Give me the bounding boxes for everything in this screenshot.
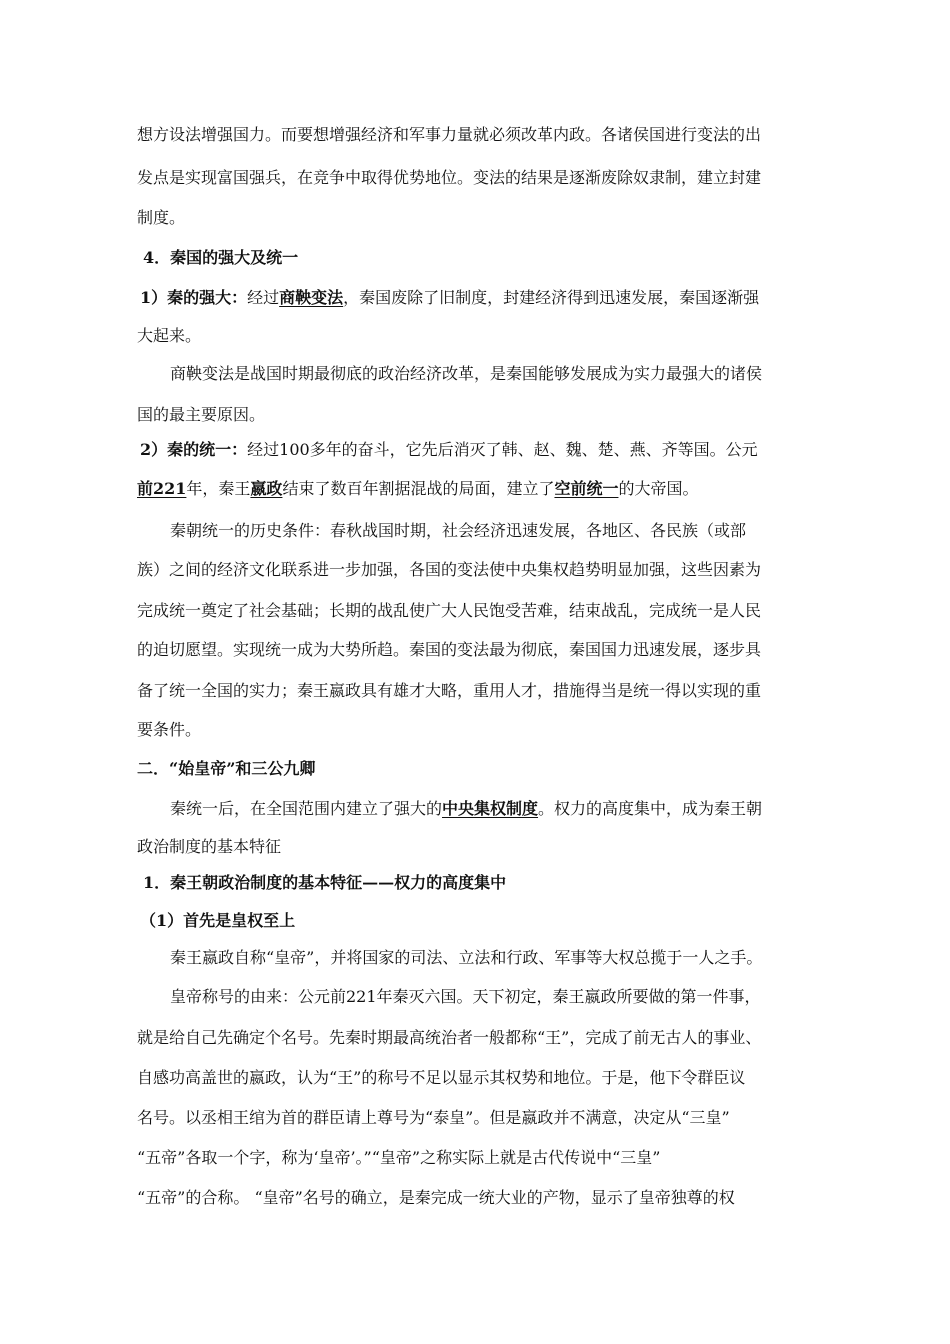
heading-text: 二．“始皇帝”和三公九卿 bbox=[137, 759, 316, 778]
text: 的迫切愿望。实现统一成为大势所趋。秦国的变法最为彻底，秦国国力迅速发展，逐步具 bbox=[137, 640, 762, 659]
text: 结束了数百年割据混战的局面，建立了 bbox=[282, 479, 555, 498]
key-term: 商鞅变法 bbox=[279, 288, 344, 307]
paragraph-line bbox=[137, 402, 817, 428]
text: 备了统一全国的实力；秦王嬴政具有雄才大略，重用人才，措施得当是统一得以实现的重 bbox=[137, 681, 762, 700]
paragraph-line bbox=[137, 557, 817, 583]
text: 的大帝国。 bbox=[618, 479, 699, 498]
text: 名号。以丞相王绾为首的群臣请上尊号为“泰皇”。但是嬴政并不满意，决定从“三皇” bbox=[137, 1108, 730, 1127]
text: 皇帝称号的由来：公元前221年秦灭六国。天下初定，秦王嬴政所要做的第一件事， bbox=[170, 987, 761, 1006]
text: 想方设法增强国力。而要想增强经济和军事力量就必须改革内政。各诸侯国进行变法的出 bbox=[137, 125, 762, 144]
text: 。权力的高度集中，成为秦王朝 bbox=[538, 799, 763, 818]
text: 商鞅变法是战国时期最彻底的政治经济改革，是秦国能够发展成为实力最强大的诸侯 bbox=[170, 364, 763, 383]
paragraph-line bbox=[137, 598, 817, 624]
heading-text: （1）首先是皇权至上 bbox=[140, 911, 296, 930]
paragraph-line bbox=[137, 637, 817, 663]
paragraph-line bbox=[170, 984, 850, 1010]
key-term: 中央集权制度 bbox=[442, 799, 539, 818]
paragraph-line bbox=[137, 1185, 817, 1211]
paragraph-line bbox=[170, 945, 850, 971]
text: “五帝”各取一个字，称为‘皇帝’。”“皇帝”之称实际上就是古代传说中“三皇” bbox=[137, 1148, 661, 1167]
key-term: 嬴政 bbox=[250, 479, 283, 498]
section-heading bbox=[143, 870, 823, 896]
text: “五帝”的合称。 “皇帝”名号的确立，是秦完成一统大业的产物，显示了皇帝独尊的权 bbox=[137, 1188, 735, 1207]
text: 经过 bbox=[247, 288, 280, 307]
paragraph-line bbox=[170, 518, 850, 544]
subheading-text: 1）秦的强大： bbox=[140, 288, 248, 307]
paragraph-line bbox=[170, 796, 850, 822]
paragraph-line bbox=[137, 122, 817, 148]
section-heading bbox=[143, 245, 823, 271]
text: 政治制度的基本特征 bbox=[137, 837, 282, 856]
paragraph-line bbox=[137, 1105, 817, 1131]
paragraph-line bbox=[137, 1025, 817, 1051]
key-term: 空前统一 bbox=[554, 479, 619, 498]
text: 秦朝统一的历史条件：春秋战国时期，社会经济迅速发展，各地区、各民族（或部 bbox=[170, 521, 747, 540]
heading-text: 1．秦王朝政治制度的基本特征——权力的高度集中 bbox=[143, 873, 507, 892]
paragraph-line bbox=[137, 1145, 817, 1171]
paragraph-line bbox=[140, 437, 820, 463]
paragraph-line bbox=[140, 285, 820, 311]
paragraph-line bbox=[137, 323, 817, 349]
paragraph-line bbox=[137, 678, 817, 704]
section-heading bbox=[137, 756, 817, 782]
text: 年，秦王 bbox=[186, 479, 251, 498]
paragraph-line bbox=[137, 717, 817, 743]
text: 自感功高盖世的嬴政，认为“王”的称号不足以显示其权势和地位。于是，他下令群臣议 bbox=[137, 1068, 746, 1087]
text: 大起来。 bbox=[137, 326, 202, 345]
paragraph-line bbox=[137, 205, 817, 231]
paragraph-line bbox=[137, 476, 817, 502]
text: 秦统一后，在全国范围内建立了强大的 bbox=[170, 799, 443, 818]
heading-text: 4．秦国的强大及统一 bbox=[143, 248, 299, 267]
paragraph-line bbox=[170, 361, 850, 387]
text: 制度。 bbox=[137, 208, 186, 227]
section-heading bbox=[140, 908, 820, 934]
paragraph-line bbox=[137, 1065, 817, 1091]
paragraph-line bbox=[137, 165, 817, 191]
text: 国的最主要原因。 bbox=[137, 405, 266, 424]
text: ，秦国废除了旧制度，封建经济得到迅速发展，秦国逐渐强 bbox=[343, 288, 760, 307]
text: 要条件。 bbox=[137, 720, 202, 739]
text: 经过100多年的奋斗，它先后消灭了韩、赵、魏、楚、燕、齐等国。公元 bbox=[247, 440, 758, 459]
paragraph-line bbox=[137, 834, 817, 860]
text: 秦王嬴政自称“皇帝”，并将国家的司法、立法和行政、军事等大权总揽于一人之手。 bbox=[170, 948, 763, 967]
text: 族）之间的经济文化联系进一步加强，各国的变法使中央集权趋势明显加强，这些因素为 bbox=[137, 560, 762, 579]
text: 就是给自己先确定个名号。先秦时期最高统治者一般都称“王”，完成了前无古人的事业、 bbox=[137, 1028, 762, 1047]
subheading-text: 2）秦的统一： bbox=[140, 440, 248, 459]
text: 发点是实现富国强兵，在竞争中取得优势地位。变法的结果是逐渐废除奴隶制，建立封建 bbox=[137, 168, 762, 187]
key-term: 前221 bbox=[137, 479, 187, 498]
text: 完成统一奠定了社会基础；长期的战乱使广大人民饱受苦难，结束战乱，完成统一是人民 bbox=[137, 601, 762, 620]
